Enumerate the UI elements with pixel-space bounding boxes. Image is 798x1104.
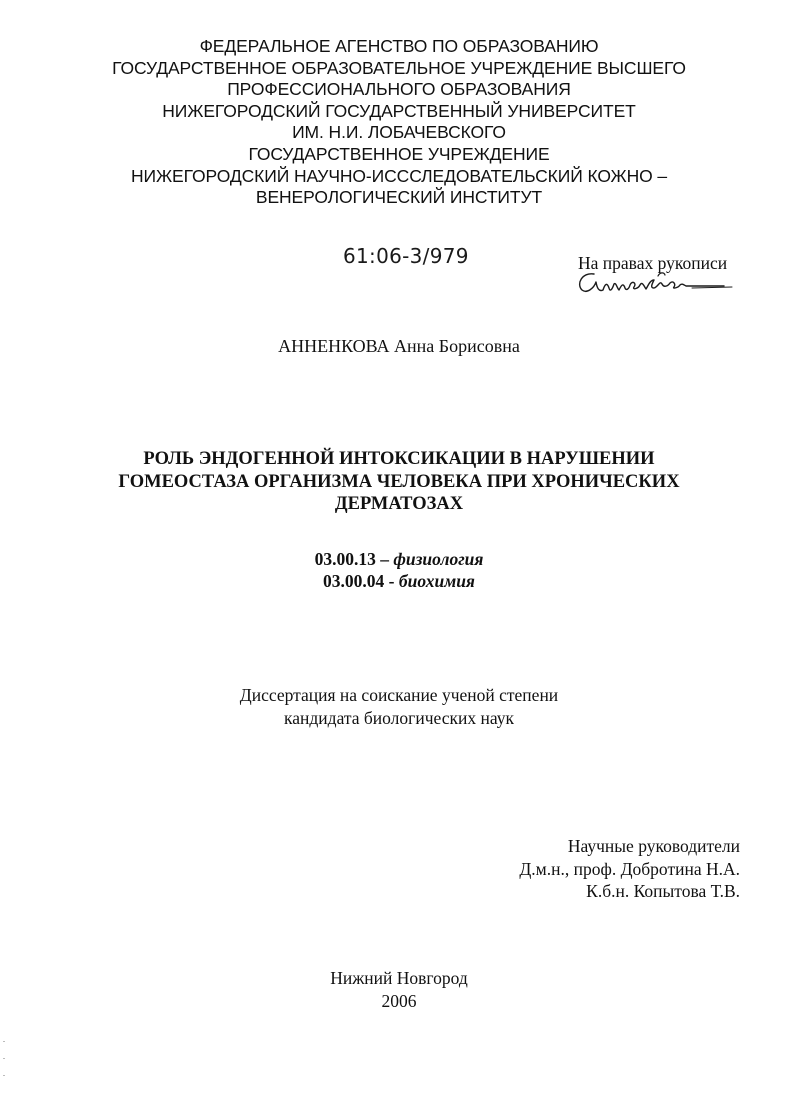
place-and-year: [0, 967, 798, 1012]
header-line: ФЕДЕРАЛЬНОЕ АГЕНСТВО ПО ОБРАЗОВАНИЮ: [199, 36, 599, 56]
rights-notice: На правах рукописи: [578, 253, 728, 273]
dissertation-title: [0, 448, 798, 516]
header-line: ИМ. Н.И. ЛОБАЧЕВСКОГО: [292, 122, 506, 143]
scan-speck: [3, 1041, 5, 1042]
author-name: АННЕНКОВА Анна Борисовна: [278, 336, 520, 356]
header-line: ГОСУДАРСТВЕННОЕ УЧРЕЖДЕНИЕ: [248, 143, 550, 164]
supervisors-heading: Научные руководители: [567, 836, 740, 856]
institution-header: [0, 36, 798, 209]
specialty-line: [0, 548, 798, 570]
header-line: ПРОФЕССИОНАЛЬНОГО ОБРАЗОВАНИЯ: [227, 79, 571, 100]
header-line: ГОСУДАРСТВЕННОЕ ОБРАЗОВАТЕЛЬНОЕ УЧРЕЖДЕНИЕ ВЫСШЕГО: [112, 57, 686, 78]
library-stamp-number: 61:06-3/979: [343, 244, 469, 268]
degree-line: кандидата биологических наук: [284, 707, 514, 728]
scan-speck: [3, 1058, 5, 1059]
year: 2006: [381, 990, 417, 1011]
supervisor-name: К.б.н. Копытова Т.В.: [586, 881, 740, 901]
specialty-separator: -: [384, 571, 399, 591]
specialty-separator: –: [375, 549, 394, 569]
degree-statement: [0, 684, 798, 729]
specialty-code: 03.00.13: [314, 549, 376, 569]
header-line: ВЕНЕРОЛОГИЧЕСКИЙ ИНСТИТУТ: [255, 187, 543, 208]
title-line: ГОМЕОСТАЗА ОРГАНИЗМА ЧЕЛОВЕКА ПРИ ХРОНИЧЕСКИХ: [118, 471, 680, 492]
specialty-name: биохимия: [398, 571, 475, 591]
specialty-name: физиология: [393, 549, 484, 569]
scan-speck: [3, 1075, 5, 1076]
degree-line: Диссертация на соискание ученой степени: [239, 685, 559, 705]
city: Нижний Новгород: [330, 968, 468, 988]
scientific-supervisors: [519, 835, 740, 903]
signature-icon: [574, 266, 734, 300]
header-line: НИЖЕГОРОДСКИЙ НАУЧНО-ИСССЛЕДОВАТЕЛЬСКИЙ КОЖНО –: [130, 165, 668, 186]
title-line: ДЕРМАТОЗАХ: [334, 494, 464, 514]
specialty-line: [0, 570, 798, 592]
specialty-codes: [0, 548, 798, 592]
supervisor-name: Д.м.н., проф. Добротина Н.А.: [519, 858, 740, 879]
header-line: НИЖЕГОРОДСКИЙ ГОСУДАРСТВЕННЫЙ УНИВЕРСИТЕТ: [162, 100, 636, 121]
specialty-code: 03.00.04: [323, 571, 385, 591]
title-line: РОЛЬ ЭНДОГЕННОЙ ИНТОКСИКАЦИИ В НАРУШЕНИИ: [143, 449, 655, 469]
